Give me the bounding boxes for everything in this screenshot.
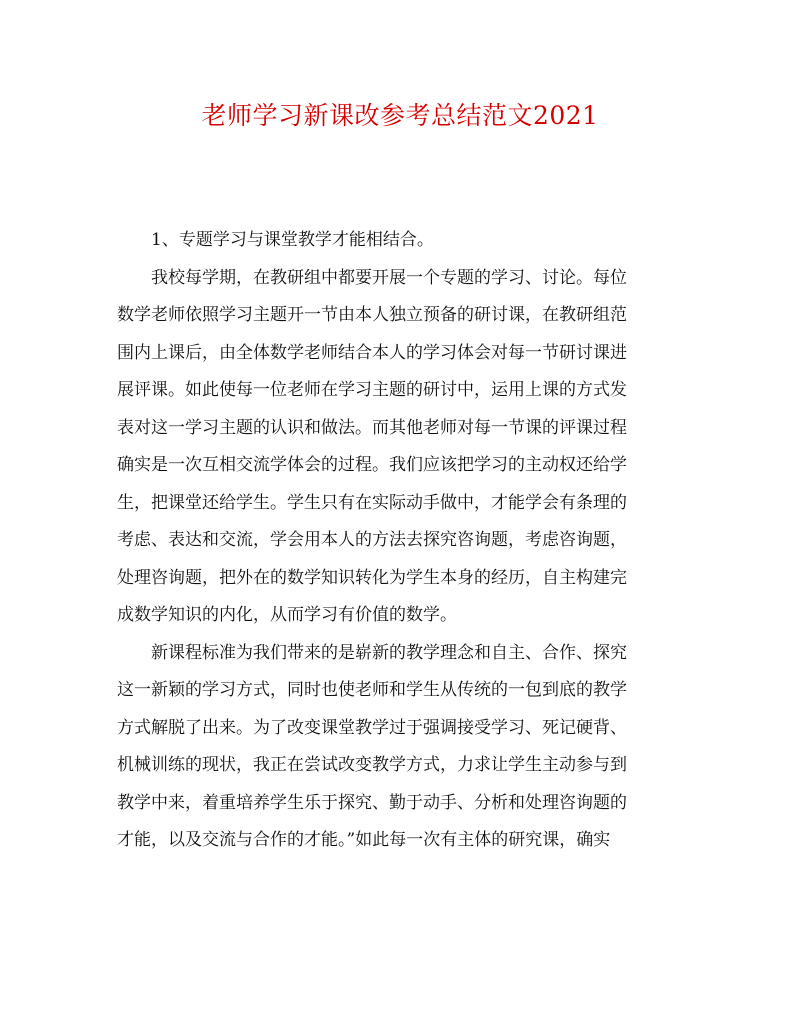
paragraph-line: 新课程标准为我们带来的是崭新的教学理念和自主、合作、探究 (151, 642, 627, 663)
paragraph-line: 围内上课后，由全体数学老师结合本人的学习体会对每一节研讨课进 (117, 342, 627, 363)
paragraph-line: 确实是一次互相交流学体会的过程。我们应该把学习的主动权还给学 (117, 455, 627, 475)
paragraph-line: 生，把课堂还给学生。学生只有在实际动手做中，才能学会有条理的 (117, 492, 627, 513)
paragraph-line: 我校每学期，在教研组中都要开展一个专题的学习、讨论。每位 (151, 267, 627, 288)
paragraph-line: 成数学知识的内化，从而学习有价值的数学。 (117, 605, 457, 625)
paragraph-line: 机械训练的现状，我正在尝试改变教学方式，力求让学生主动参与到 (117, 755, 627, 775)
paragraph-line: 1、专题学习与课堂教学才能相结合。 (151, 230, 434, 250)
paragraph-line: 考虑、表达和交流，学会用本人的方法去探究咨询题，考虑咨询题， (117, 530, 627, 550)
document-title: 老师学习新课改参考总结范文2021 (201, 101, 599, 130)
paragraph-line: 展评课。如此使每一位老师在学习主题的研讨中，运用上课的方式发 (117, 380, 627, 400)
paragraph-line: 教学中来，着重培养学生乐于探究、勤于动手、分析和处理咨询题的 (117, 792, 627, 813)
paragraph-line: 才能，以及交流与合作的才能。”如此每一次有主体的研究课，确实 (117, 830, 611, 850)
paragraph-line: 数学老师依照学习主题开一节由本人独立预备的研讨课，在教研组范 (117, 305, 627, 325)
paragraph-line: 方式解脱了出来。为了改变课堂教学过于强调接受学习、死记硬背、 (117, 717, 627, 738)
document-body (117, 222, 675, 860)
paragraph-1 (117, 222, 675, 260)
paragraph-line: 表对这一学习主题的认识和做法。而其他老师对每一节课的评课过程 (117, 417, 627, 438)
paragraph-3 (117, 635, 675, 860)
paragraph-line: 处理咨询题，把外在的数学知识转化为学生本身的经历，自主构建完 (117, 567, 627, 588)
paragraph-2 (117, 260, 675, 635)
paragraph-line: 这一新颖的学习方式，同时也使老师和学生从传统的一包到底的教学 (117, 680, 627, 700)
